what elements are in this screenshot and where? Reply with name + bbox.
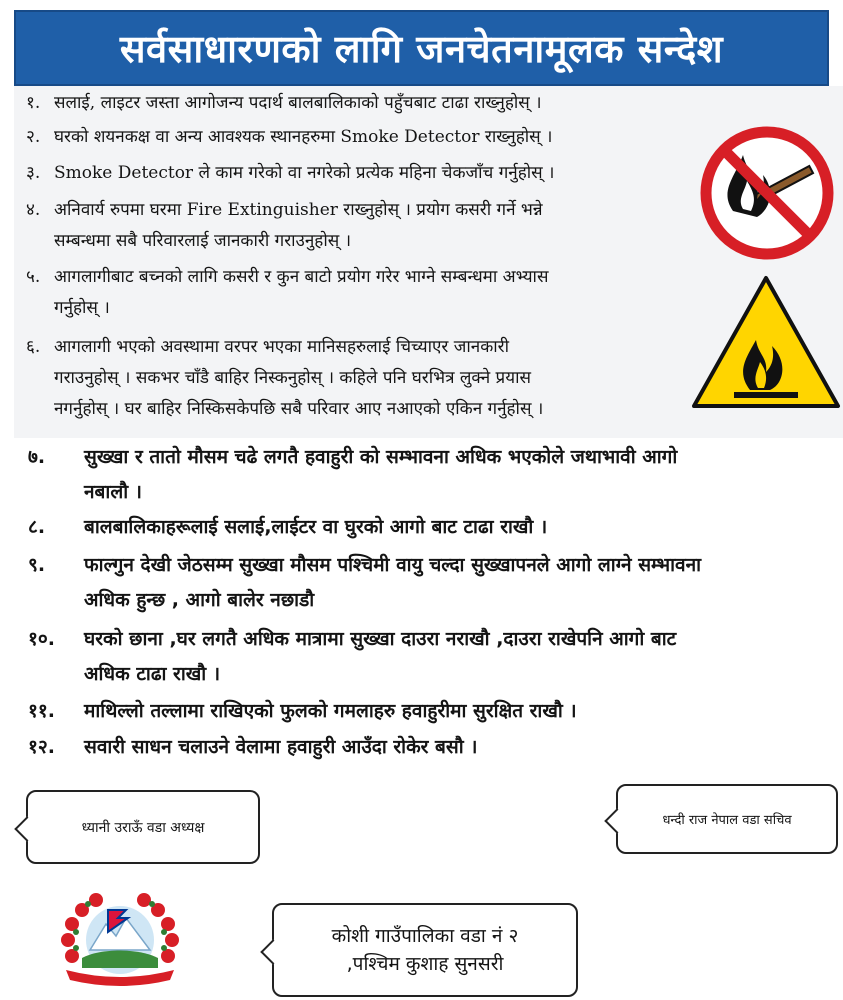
list-item — [26, 158, 701, 189]
chairperson-name: ध्यानी उराऊँ वडा अध्यक्ष — [81, 819, 205, 836]
secretary-callout — [616, 784, 838, 854]
item-text: फाल्गुन देखी जेठसम्म सुख्खा मौसम पश्चिमी वायु चल्दा सुख्खापनले आगो लाग्ने सम्भावना — [84, 554, 702, 576]
secretary-name: धन्दी राज नेपाल वडा सचिव — [662, 813, 792, 828]
chairperson-callout — [26, 790, 260, 864]
item-text-continued: अधिक टाढा राखौ । — [84, 663, 221, 685]
item-text: घरको छाना ,घर लगतै अधिक मात्रामा सुख्खा दाउरा नराखौ ,दाउरा राखेपनि आगो बाट — [84, 628, 677, 650]
item-text: सलाई, लाइटर जस्ता आगोजन्य पदार्थ बालबालिकाको पहुँचबाट टाढा राख्नुहोस् । — [54, 93, 542, 113]
list-item — [26, 88, 701, 119]
item-text: आगलागीबाट बच्नको लागि कसरी र कुन बाटो प्रयोग गरेर भाग्ने सम्बन्धमा अभ्यास — [54, 267, 549, 287]
flammable-warning-icon — [690, 272, 842, 412]
item-text-continued: गराउनुहोस् । सकभर चाँडै बाहिर निस्कनुहोस् । कहिले पनि घरभित्र लुक्ने प्रयास — [54, 368, 531, 388]
item-number: ६. — [26, 337, 41, 357]
item-text: बालबालिकाहरूलाई सलाई,लाईटर वा घुरको आगो बाट टाढा राखौ । — [84, 516, 548, 538]
item-number: १०. — [28, 628, 55, 650]
item-number: २. — [26, 127, 41, 147]
office-line-2: ,पश्चिम कुशाह सुनसरी — [346, 953, 504, 975]
item-number: ८. — [28, 516, 46, 538]
list-item — [26, 195, 701, 257]
item-number: ५. — [26, 267, 41, 287]
callout-tail — [14, 816, 39, 841]
callout-tail — [604, 808, 629, 833]
item-number: ७. — [28, 446, 46, 468]
item-text: घरको शयनकक्ष वा अन्य आवश्यक स्थानहरुमा Smoke Detector राख्नुहोस् । — [54, 127, 553, 147]
item-text-continued: सम्बन्धमा सबै परिवारलाई जानकारी गराउनुहोस् । — [54, 231, 352, 251]
item-number: १. — [26, 93, 41, 113]
callout-tail — [260, 939, 285, 964]
item-number: ९. — [28, 554, 46, 576]
list-item — [26, 332, 701, 425]
item-text: Smoke Detector ले काम गरेको वा नगरेको प्रत्येक महिना चेकजाँच गर्नुहोस् । — [54, 163, 555, 183]
item-text-continued: अधिक हुन्छ , आगो बालेर नछाडौ — [84, 589, 315, 611]
no-fire-sign-icon — [699, 125, 835, 261]
item-text: आगलागी भएको अवस्थामा वरपर भएका मानिसहरुलाई चिच्याएर जानकारी — [54, 337, 510, 357]
item-number: ३. — [26, 163, 41, 183]
office-callout — [272, 903, 578, 997]
item-text: माथिल्लो तल्लामा राखिएको फुलको गमलाहरु हवाहुरीमा सुरक्षित राखौ । — [84, 700, 577, 722]
list-item — [26, 262, 701, 324]
office-line-1: कोशी गाउँपालिका वडा नं २ — [331, 925, 519, 947]
item-text-continued: नगर्नुहोस् । घर बाहिर निस्किसकेपछि सबै परिवार आए नआएको एकिन गर्नुहोस् । — [54, 399, 544, 419]
item-text: सुख्खा र तातो मौसम चढे लगतै हवाहुरी को सम्भावना अधिक भएकोले जथाभावी आगो — [84, 446, 678, 468]
item-number: ४. — [26, 200, 41, 220]
nepal-emblem-icon — [60, 888, 180, 986]
item-number: १२. — [28, 736, 55, 758]
item-text-continued: नबालौ । — [84, 481, 142, 503]
list-item — [26, 122, 701, 153]
item-text-continued: गर्नुहोस् । — [54, 298, 110, 318]
item-number: ११. — [28, 700, 55, 722]
page-title: सर्वसाधारणको लागि जनचेतनामूलक सन्देश — [14, 10, 829, 86]
item-text: अनिवार्य रुपमा घरमा Fire Extinguisher राख्नुहोस् । प्रयोग कसरी गर्ने भन्ने — [54, 200, 543, 220]
item-text: सवारी साधन चलाउने वेलामा हवाहुरी आउँदा रोकेर बसौ । — [84, 736, 478, 758]
